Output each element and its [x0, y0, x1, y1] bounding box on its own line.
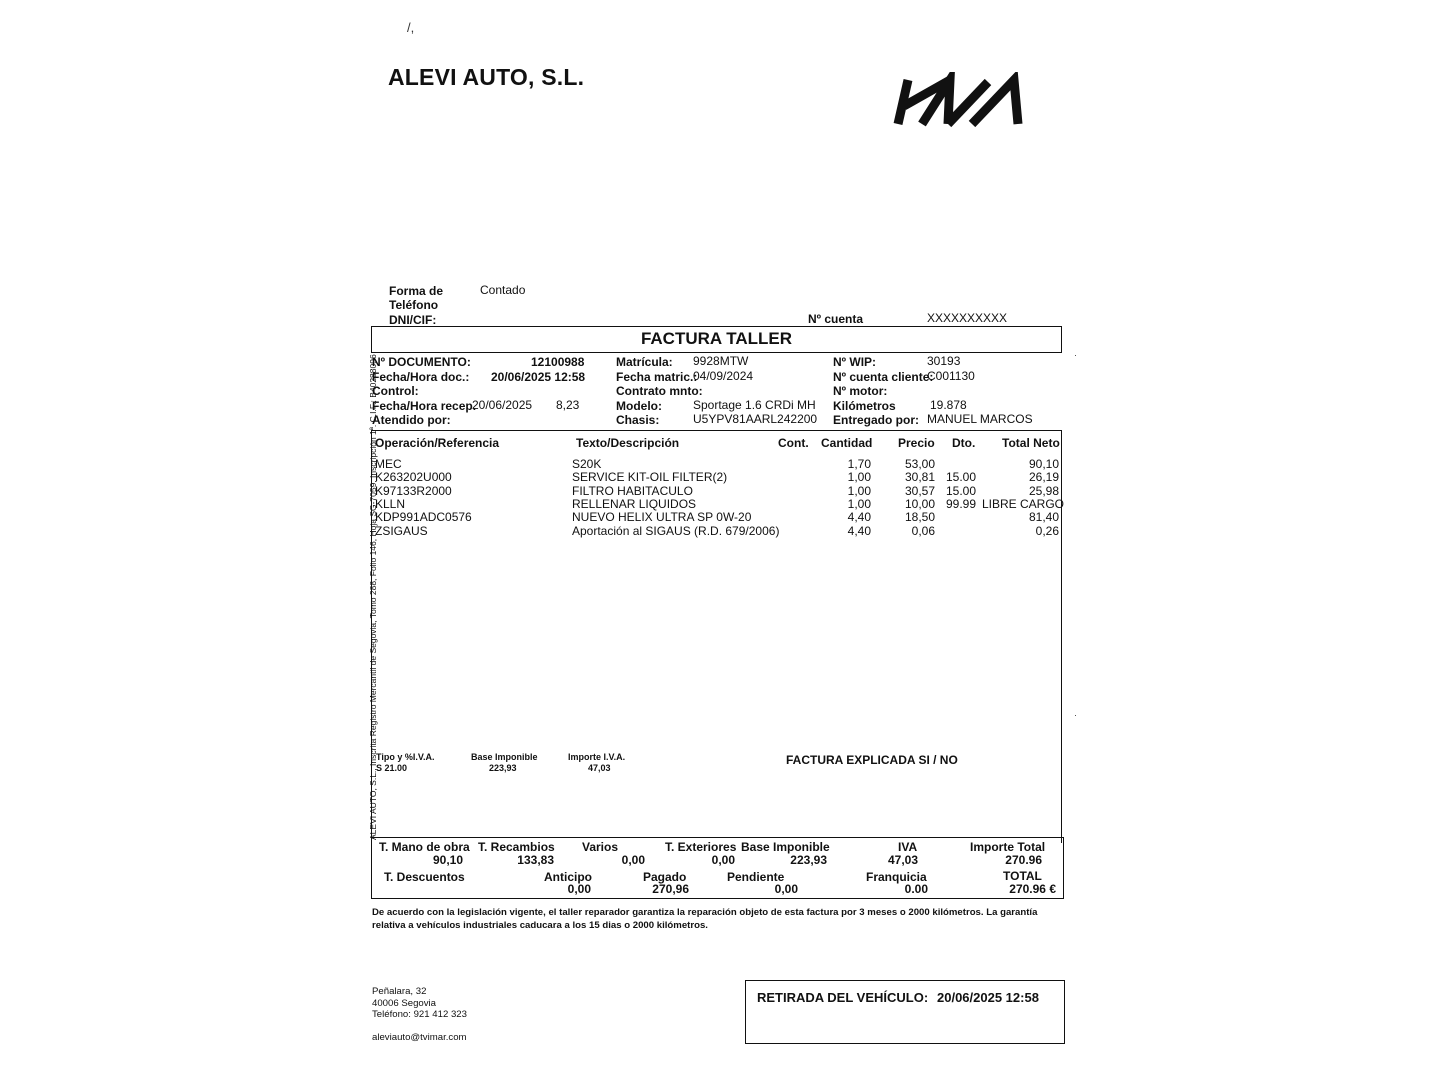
engine-label: Nº motor:	[833, 384, 888, 398]
address-line-1: Peñalara, 32	[372, 986, 427, 997]
kia-logo	[890, 72, 1026, 128]
labour-total-label: T. Mano de obra	[379, 840, 470, 854]
cuenta-label: Nº cuenta	[808, 312, 864, 326]
model-label: Modelo:	[616, 399, 662, 413]
row-ref: K263202U000	[375, 470, 452, 484]
scan-mark: /,	[407, 20, 415, 35]
vehicle-pickup-box	[745, 980, 1065, 1044]
grand-total-label: TOTAL	[1003, 869, 1042, 883]
discounts-label: T. Descuentos	[384, 870, 465, 884]
row-total: 26,19	[1028, 470, 1059, 484]
warranty-legal-text: De acuerdo con la legislación vigente, el taller reparador garantiza la reparación objeto de esta factura por 3 meses o 2000 kilómetros. La garantía relativa a vehículos industriales caducara a los 15 dias o 2000 kilómetros.	[372, 907, 1038, 931]
row-qty: 1,00	[847, 470, 871, 484]
telefono-label: Teléfono	[389, 298, 439, 312]
iva-label: IVA	[898, 840, 918, 854]
total-amount-value: 270.96	[1005, 853, 1042, 867]
pending-label: Pendiente	[727, 870, 785, 884]
company-name: ALEVI AUTO, S.L.	[388, 64, 585, 90]
company-email: aleviauto@tvimar.com	[372, 1032, 467, 1043]
row-desc: SERVICE KIT-OIL FILTER(2)	[572, 470, 728, 484]
col-header-desc: Texto/Descripción	[576, 436, 680, 450]
vat-type-value: S 21.00	[376, 763, 408, 773]
paid-value: 270,96	[652, 882, 689, 896]
labour-total-value: 90,10	[432, 853, 463, 867]
cuenta-value: XXXXXXXXXX	[927, 311, 1008, 325]
invoice-title-box	[371, 326, 1062, 353]
row-price: 0,06	[911, 524, 935, 538]
invoice-title: FACTURA TALLER	[640, 329, 793, 348]
paid-label: Pagado	[643, 870, 687, 884]
row-ref: ZSIGAUS	[375, 524, 428, 538]
col-header-price: Precio	[898, 436, 935, 450]
vat-base-value: 223,93	[489, 763, 517, 773]
row-total: 0,26	[1035, 524, 1059, 538]
row-qty: 4,40	[847, 524, 871, 538]
km-label: Kilómetros	[833, 399, 896, 413]
row-ref: KLLN	[375, 497, 406, 511]
pending-value: 0,00	[774, 882, 798, 896]
col-header-cont: Cont.	[778, 436, 809, 450]
vat-type-label: Tipo y %I.V.A.	[376, 752, 435, 762]
col-header-total: Total Neto	[1002, 436, 1060, 450]
row-ref: KDP991ADC0576	[375, 510, 472, 524]
dni-label: DNI/CIF:	[389, 313, 437, 327]
external-value: 0,00	[711, 853, 735, 867]
advance-label: Anticipo	[544, 870, 592, 884]
wip-value: 30193	[927, 354, 961, 368]
forma-value: Contado	[480, 283, 526, 297]
advance-value: 0,00	[567, 882, 591, 896]
row-desc: NUEVO HELIX ULTRA SP 0W-20	[572, 510, 752, 524]
row-desc: S20K	[572, 457, 602, 471]
chassis-label: Chasis:	[616, 413, 660, 427]
recep-hour-value: 8,23	[556, 398, 580, 412]
various-label: Varios	[582, 840, 619, 854]
delivered-value: MANUEL MARCOS	[927, 412, 1033, 426]
row-qty: 1,00	[847, 484, 871, 498]
row-desc: Aportación al SIGAUS (R.D. 679/2006)	[572, 524, 780, 538]
row-price: 10,00	[904, 497, 935, 511]
taxable-base-label: Base Imponible	[741, 840, 830, 854]
chassis-value: U5YPV81AARL242200	[693, 412, 818, 426]
parts-total-value: 133,83	[517, 853, 554, 867]
row-price: 18,50	[904, 510, 935, 524]
doc-date-label: Fecha/Hora doc.:	[372, 370, 470, 384]
iva-value: 47,03	[888, 853, 919, 867]
row-ref: MEC	[375, 457, 402, 471]
total-amount-label: Importe Total	[970, 840, 1046, 854]
row-qty: 1,70	[847, 457, 871, 471]
address-line-2: 40006 Segovia	[372, 997, 437, 1009]
doc-date-value: 20/06/2025 12:58	[491, 370, 586, 384]
row-disc: 15.00	[946, 470, 977, 484]
company-address	[372, 986, 467, 1021]
parts-total-label: T. Recambios	[478, 840, 555, 854]
row-qty: 1,00	[847, 497, 871, 511]
row-total: 90,10	[1028, 457, 1059, 471]
vat-base-label: Base Imponible	[471, 752, 538, 762]
row-disc: 99.99	[946, 497, 977, 511]
company-phone: Teléfono: 921 412 323	[372, 1009, 467, 1020]
wip-label: Nº WIP:	[833, 355, 877, 369]
delivered-label: Entregado por:	[833, 413, 919, 427]
row-total: LIBRE CARGO	[982, 497, 1065, 511]
scan-mark: ·	[1074, 350, 1077, 360]
doc-number-value: 12100988	[531, 355, 585, 369]
row-total: 25,98	[1028, 484, 1059, 498]
franchise-value: 0.00	[904, 882, 928, 896]
various-value: 0,00	[621, 853, 645, 867]
forma-label: Forma de	[389, 284, 444, 298]
external-label: T. Exteriores	[665, 840, 737, 854]
doc-number-label: Nº DOCUMENTO:	[372, 355, 471, 369]
row-disc: 15.00	[946, 484, 977, 498]
registry-side-text: ALEVI AUTO, S.L., Inscrita Registro Mercantil de Segovia, Tomo 288, Folio 146, Hoja SG-7059, Inscripción 1ª. C.I.F.: B40288096	[368, 354, 378, 840]
row-price: 30,57	[904, 484, 935, 498]
col-header-disc: Dto.	[952, 436, 976, 450]
scan-mark: ·	[1074, 710, 1077, 720]
client-account-label: Nº cuenta cliente:	[833, 370, 934, 384]
grand-total-value: 270.96 €	[1009, 882, 1056, 896]
row-price: 30,81	[904, 470, 935, 484]
row-qty: 4,40	[847, 510, 871, 524]
row-ref: K97133R2000	[375, 484, 452, 498]
control-label: Control:	[372, 384, 419, 398]
col-header-qty: Cantidad	[821, 436, 873, 450]
reg-date-value: 04/09/2024	[693, 369, 754, 383]
row-price: 53,00	[904, 457, 935, 471]
vat-import-value: 47,03	[588, 763, 611, 773]
col-header-ref: Operación/Referencia	[375, 436, 500, 450]
km-value: 19.878	[930, 398, 967, 412]
recep-date-label: Fecha/Hora recep.	[372, 399, 477, 413]
row-total: 81,40	[1028, 510, 1059, 524]
invoice-explained: FACTURA EXPLICADA SI / NO	[786, 753, 958, 767]
pickup-value: 20/06/2025 12:58	[937, 990, 1039, 1005]
row-desc: RELLENAR LIQUIDOS	[572, 497, 697, 511]
recep-date-value: 20/06/2025	[472, 398, 533, 412]
row-desc: FILTRO HABITACULO	[572, 484, 693, 498]
pickup-label: RETIRADA DEL VEHÍCULO:	[757, 990, 929, 1005]
reg-date-label: Fecha matric.:	[616, 370, 698, 384]
attended-label: Atendido por:	[372, 413, 451, 427]
vat-import-label: Importe I.V.A.	[568, 752, 626, 762]
franchise-label: Franquicia	[866, 870, 927, 884]
plate-label: Matrícula:	[616, 355, 673, 369]
contract-label: Contrato mnto:	[616, 384, 703, 398]
plate-value: 9928MTW	[693, 354, 749, 368]
client-account-value: C001130	[927, 369, 975, 383]
taxable-base-value: 223,93	[790, 853, 827, 867]
model-value: Sportage 1.6 CRDi MH	[693, 398, 816, 412]
